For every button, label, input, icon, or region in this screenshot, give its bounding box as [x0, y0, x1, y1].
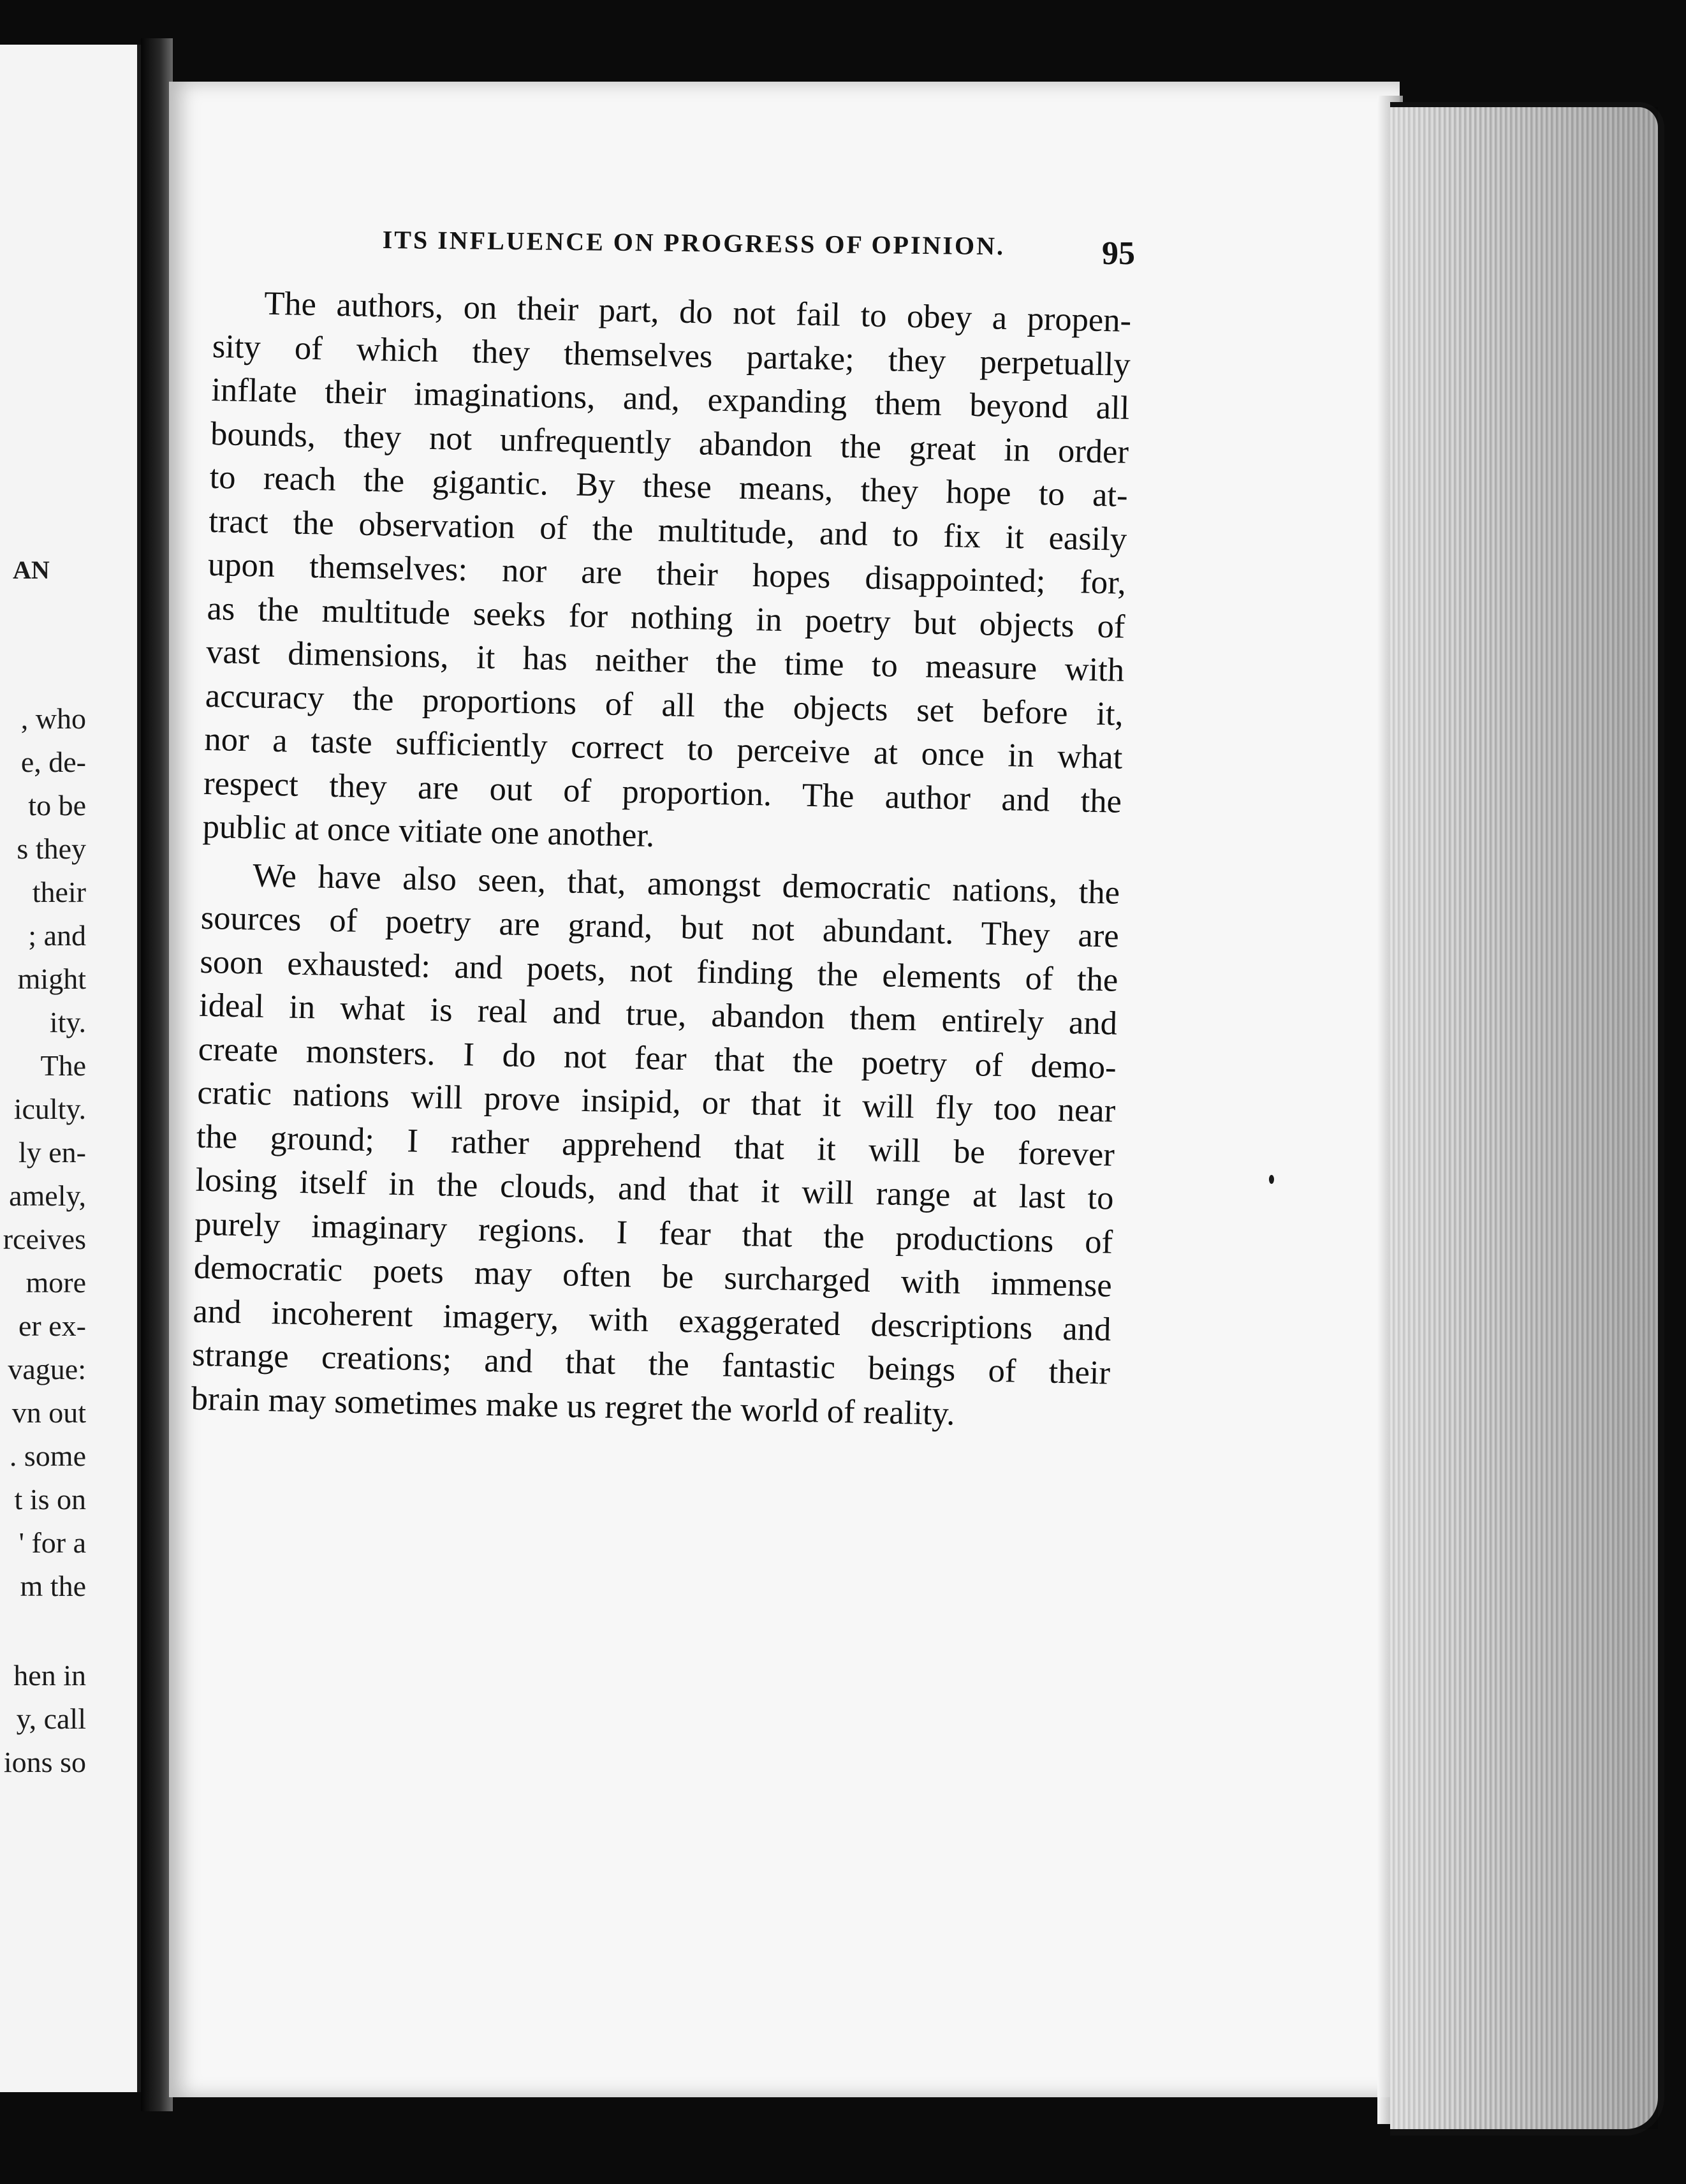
left-page-fragment: , who: [20, 702, 86, 735]
previous-page-fragment: [0, 45, 141, 2092]
left-page-fragment: ; and: [28, 919, 86, 952]
left-page-fragment: iculty.: [13, 1093, 86, 1125]
left-page-fragment: m the: [20, 1570, 86, 1602]
left-page-fragment: t is on: [14, 1483, 86, 1516]
paragraph: [191, 852, 1120, 1438]
dust-speck: [1269, 1175, 1274, 1184]
text-line: losing itself in the clouds, and that it will range at last to: [195, 1161, 1114, 1217]
left-page-fragment: . some: [9, 1440, 86, 1472]
left-page-fragment: rceives: [3, 1223, 86, 1255]
left-page-fragment: ions so: [3, 1746, 86, 1778]
text-line: accuracy the proportions of all the objects set before it,: [205, 677, 1124, 733]
left-page-fragment: to be: [28, 789, 86, 822]
left-page-fragment: AN: [13, 556, 50, 584]
text-line: create monsters. I do not fear that the poetry of demo-: [198, 1030, 1117, 1086]
text-line: We have also seen, that, amongst democratic nations, the: [252, 856, 1120, 911]
left-page-fragment: hen in: [13, 1659, 86, 1692]
left-page-fragment: The: [40, 1049, 86, 1082]
text-line: vast dimensions, it has neither the time to measure with: [205, 633, 1125, 689]
text-line: bounds, they not unfrequently abandon the great in order: [210, 415, 1129, 471]
left-page-fragment: ly en-: [18, 1136, 86, 1169]
left-page-fragment: might: [17, 963, 86, 995]
text-line: cratic nations will prove insipid, or that it will fly too near: [196, 1074, 1116, 1130]
text-line: brain may sometimes make us regret the world of reality.: [191, 1380, 956, 1433]
text-line: strange creations; and that the fantastic beings of their: [191, 1336, 1111, 1392]
text-line: ideal in what is real and true, abandon them entirely and: [198, 986, 1118, 1042]
binding-gutter: [141, 38, 173, 2111]
left-page-fragment: their: [32, 876, 86, 908]
text-line: upon themselves: nor are their hopes disappointed; for,: [207, 545, 1127, 601]
body-text: [191, 281, 1132, 1443]
left-page-fragment: ity.: [49, 1006, 86, 1038]
left-page-fragment: y, call: [16, 1702, 86, 1735]
left-page-fragment: s they: [17, 832, 86, 865]
left-page-fragment: vn out: [11, 1396, 86, 1429]
left-page-fragment: e, de-: [20, 746, 86, 778]
text-line: sources of poetry are grand, but not abundant. They are: [200, 899, 1120, 955]
paragraph: [202, 281, 1132, 867]
text-line: inflate their imaginations, and, expanding them beyond all: [210, 371, 1130, 427]
left-page-fragment: more: [26, 1266, 86, 1299]
left-page-fragment: ' for a: [18, 1526, 86, 1559]
running-head: ITS INFLUENCE ON PROGRESS OF OPINION.: [382, 225, 1006, 261]
text-line: and incoherent imagery, with exaggerated descriptions and: [192, 1292, 1111, 1348]
text-line: purely imaginary regions. I fear that the productions of: [194, 1205, 1113, 1261]
page-number: 95: [1102, 235, 1135, 272]
text-line: as the multitude seeks for nothing in poetry but objects of: [207, 589, 1125, 646]
left-page-fragment: vague:: [8, 1353, 86, 1385]
text-line: sity of which they themselves partake; they perpetually: [212, 327, 1131, 383]
text-line: soon exhausted: and poets, not finding the elements of the: [199, 943, 1118, 999]
left-page-fragment: amely,: [9, 1179, 86, 1212]
text-line: respect they are out of proportion. The author and the: [203, 764, 1122, 820]
text-line: the ground; I rather apprehend that it will be forever: [196, 1118, 1115, 1174]
text-line: tract the observation of the multitude, and to fix it easily: [208, 502, 1127, 558]
text-line: nor a taste sufficiently correct to perceive at once in what: [203, 720, 1123, 776]
text-line: The authors, on their part, do not fail to obey a propen-: [263, 284, 1132, 339]
left-page-fragment: er ex-: [18, 1310, 86, 1342]
text-line: to reach the gigantic. By these means, they hope to at-: [209, 458, 1129, 514]
text-line: public at once vitiate one another.: [202, 808, 655, 855]
stacked-page-edges: [1390, 102, 1664, 2136]
text-line: democratic poets may often be surcharged with immense: [193, 1248, 1113, 1304]
